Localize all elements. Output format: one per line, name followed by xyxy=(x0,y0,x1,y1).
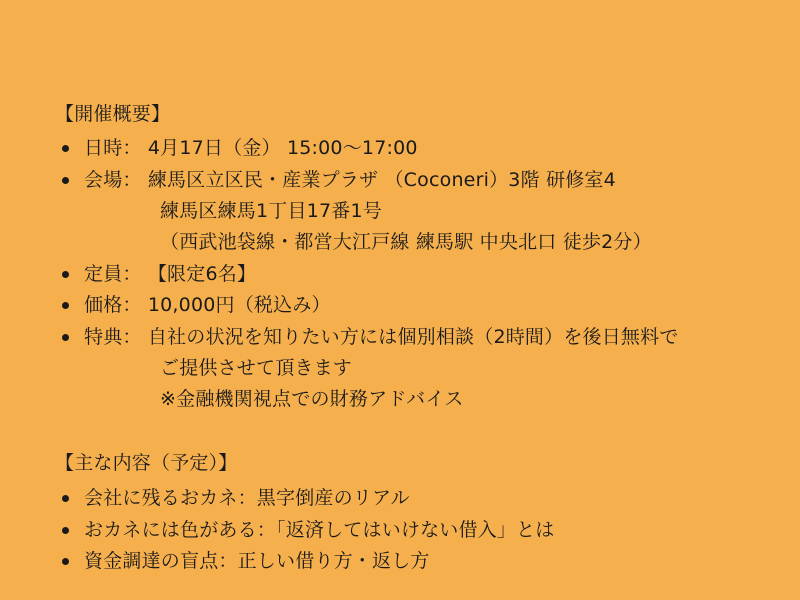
bullet-dot-icon xyxy=(62,145,69,152)
bullet-dot-icon xyxy=(62,302,69,309)
bullet-dot-icon xyxy=(62,558,69,565)
list-item-line: 資金調達の盲点：正しい借り方・返し方 xyxy=(84,550,430,573)
list-item xyxy=(55,515,760,546)
section-event-overview xyxy=(55,100,760,414)
bullet-dot-icon xyxy=(62,271,69,278)
list-item xyxy=(55,165,760,257)
list-item-line: ※金融機関視点での財務アドバイス xyxy=(160,387,464,410)
bullet-dot-icon xyxy=(62,334,69,341)
section-heading-event-overview: 【開催概要】 xyxy=(55,103,171,125)
list-item-line: 定員： 【限定6名】 xyxy=(84,262,257,285)
event-overview-list xyxy=(55,133,760,414)
list-item-line: 価格： 10,000円（税込み） xyxy=(84,294,331,317)
list-item xyxy=(55,483,760,514)
list-item-line: 会社に残るおカネ：黒字倒産のリアル xyxy=(84,486,410,509)
list-item-line: （西武池袋線・都営大江戸線 練馬駅 中央北口 徒歩2分） xyxy=(160,230,652,253)
list-item xyxy=(55,322,760,414)
section-main-contents xyxy=(55,449,760,577)
list-item xyxy=(55,259,760,290)
list-item-line: おカネには色がある：「返済してはいけない借入」とは xyxy=(84,518,555,541)
list-item-line: 特典： 自社の状況を知りたい方には個別相談（2時間）を後日無料で xyxy=(84,326,679,349)
bullet-dot-icon xyxy=(62,495,69,502)
section-spacer xyxy=(55,415,760,449)
list-item xyxy=(55,133,760,164)
list-item-line: ご提供させて頂きます xyxy=(160,356,353,379)
bullet-dot-icon xyxy=(62,177,69,184)
section-heading-main-contents: 【主な内容（予定）】 xyxy=(55,452,238,475)
bullet-dot-icon xyxy=(62,527,69,534)
list-item-line: 練馬区練馬1丁目17番1号 xyxy=(160,199,382,222)
list-item xyxy=(55,290,760,321)
list-item-line: 会場： 練馬区立区民・産業プラザ （Coconeri）3階 研修室4 xyxy=(84,169,616,192)
list-item-line: 日時： 4月17日（金） 15:00〜17:00 xyxy=(84,137,418,160)
main-contents-list xyxy=(55,483,760,577)
list-item xyxy=(55,546,760,577)
